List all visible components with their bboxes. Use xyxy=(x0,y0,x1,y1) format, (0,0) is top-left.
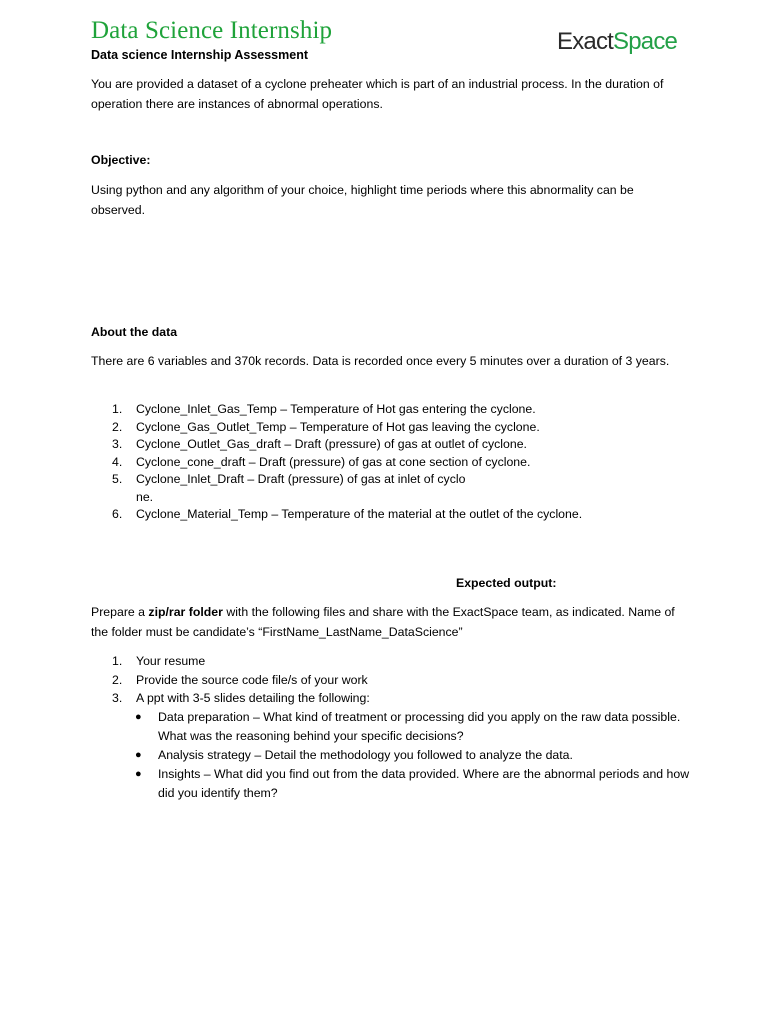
list-item: 4. Cyclone_cone_draft – Draft (pressure) of gas at cone section of cyclone. xyxy=(112,454,531,469)
list-item: ● Analysis strategy – Detail the methodology you followed to analyze the data. xyxy=(91,746,691,765)
list-item: 3. A ppt with 3-5 slides detailing the following: xyxy=(112,691,370,705)
list-item: 5. Cyclone_Inlet_Draft – Draft (pressure) of gas at inlet of cyclo ne. xyxy=(112,472,466,504)
bullet-icon: ● xyxy=(135,711,142,723)
about-paragraph: There are 6 variables and 370k records. Data is recorded once every 5 minutes over a duration of 3 years. xyxy=(91,354,670,368)
list-item: ● Insights – What did you find out from the data provided. Where are the abnormal periods and how did you identify them? xyxy=(135,767,690,800)
logo-text-space: Space xyxy=(613,28,678,55)
about-heading: About the data xyxy=(91,325,178,339)
document-subtitle: Data science Internship Assessment xyxy=(91,48,308,62)
document-title: Data Science Internship xyxy=(91,17,333,44)
list-item: 2. Cyclone_Gas_Outlet_Temp – Temperature of Hot gas leaving the cyclone. xyxy=(112,419,540,434)
logo-text-exact: Exact xyxy=(557,28,614,55)
list-item: 6. Cyclone_Material_Temp – Temperature of the material at the outlet of the cyclone. xyxy=(112,507,583,521)
list-item: 1. Your resume xyxy=(112,654,206,668)
list-item: 1. Cyclone_Inlet_Gas_Temp – Temperature of Hot gas entering the cyclone. xyxy=(112,402,536,416)
objective-paragraph: Using python and any algorithm of your choice, highlight time periods where this abnormality can be observed. xyxy=(91,183,634,217)
intro-paragraph: You are provided a dataset of a cyclone preheater which is part of an industrial process. In the duration of operation there are instances of abnormal operations. xyxy=(91,77,664,111)
expected-paragraph: Prepare a zip/rar folder with the following files and share with the ExactSpace team, as indicated. Name of the folder must be candidate’s “FirstName_LastName_DataScience” xyxy=(91,605,675,639)
bullet-icon: ● xyxy=(135,768,142,780)
ppt-contents-list xyxy=(91,708,691,803)
deliverables-list xyxy=(91,652,691,708)
list-item: 2. Provide the source code file/s of your work xyxy=(112,672,368,687)
bullet-icon: ● xyxy=(135,749,142,761)
variables-list xyxy=(91,401,691,524)
objective-heading: Objective: xyxy=(91,153,151,167)
list-item: ● Data preparation – What kind of treatment or processing did you apply on the raw data possible. What was the reasoning behind your specific decisions? xyxy=(135,710,681,743)
exactspace-logo xyxy=(557,28,677,56)
expected-output-heading: Expected output: xyxy=(456,576,557,590)
list-item: 3. Cyclone_Outlet_Gas_draft – Draft (pressure) of gas at outlet of cyclone. xyxy=(112,437,527,451)
